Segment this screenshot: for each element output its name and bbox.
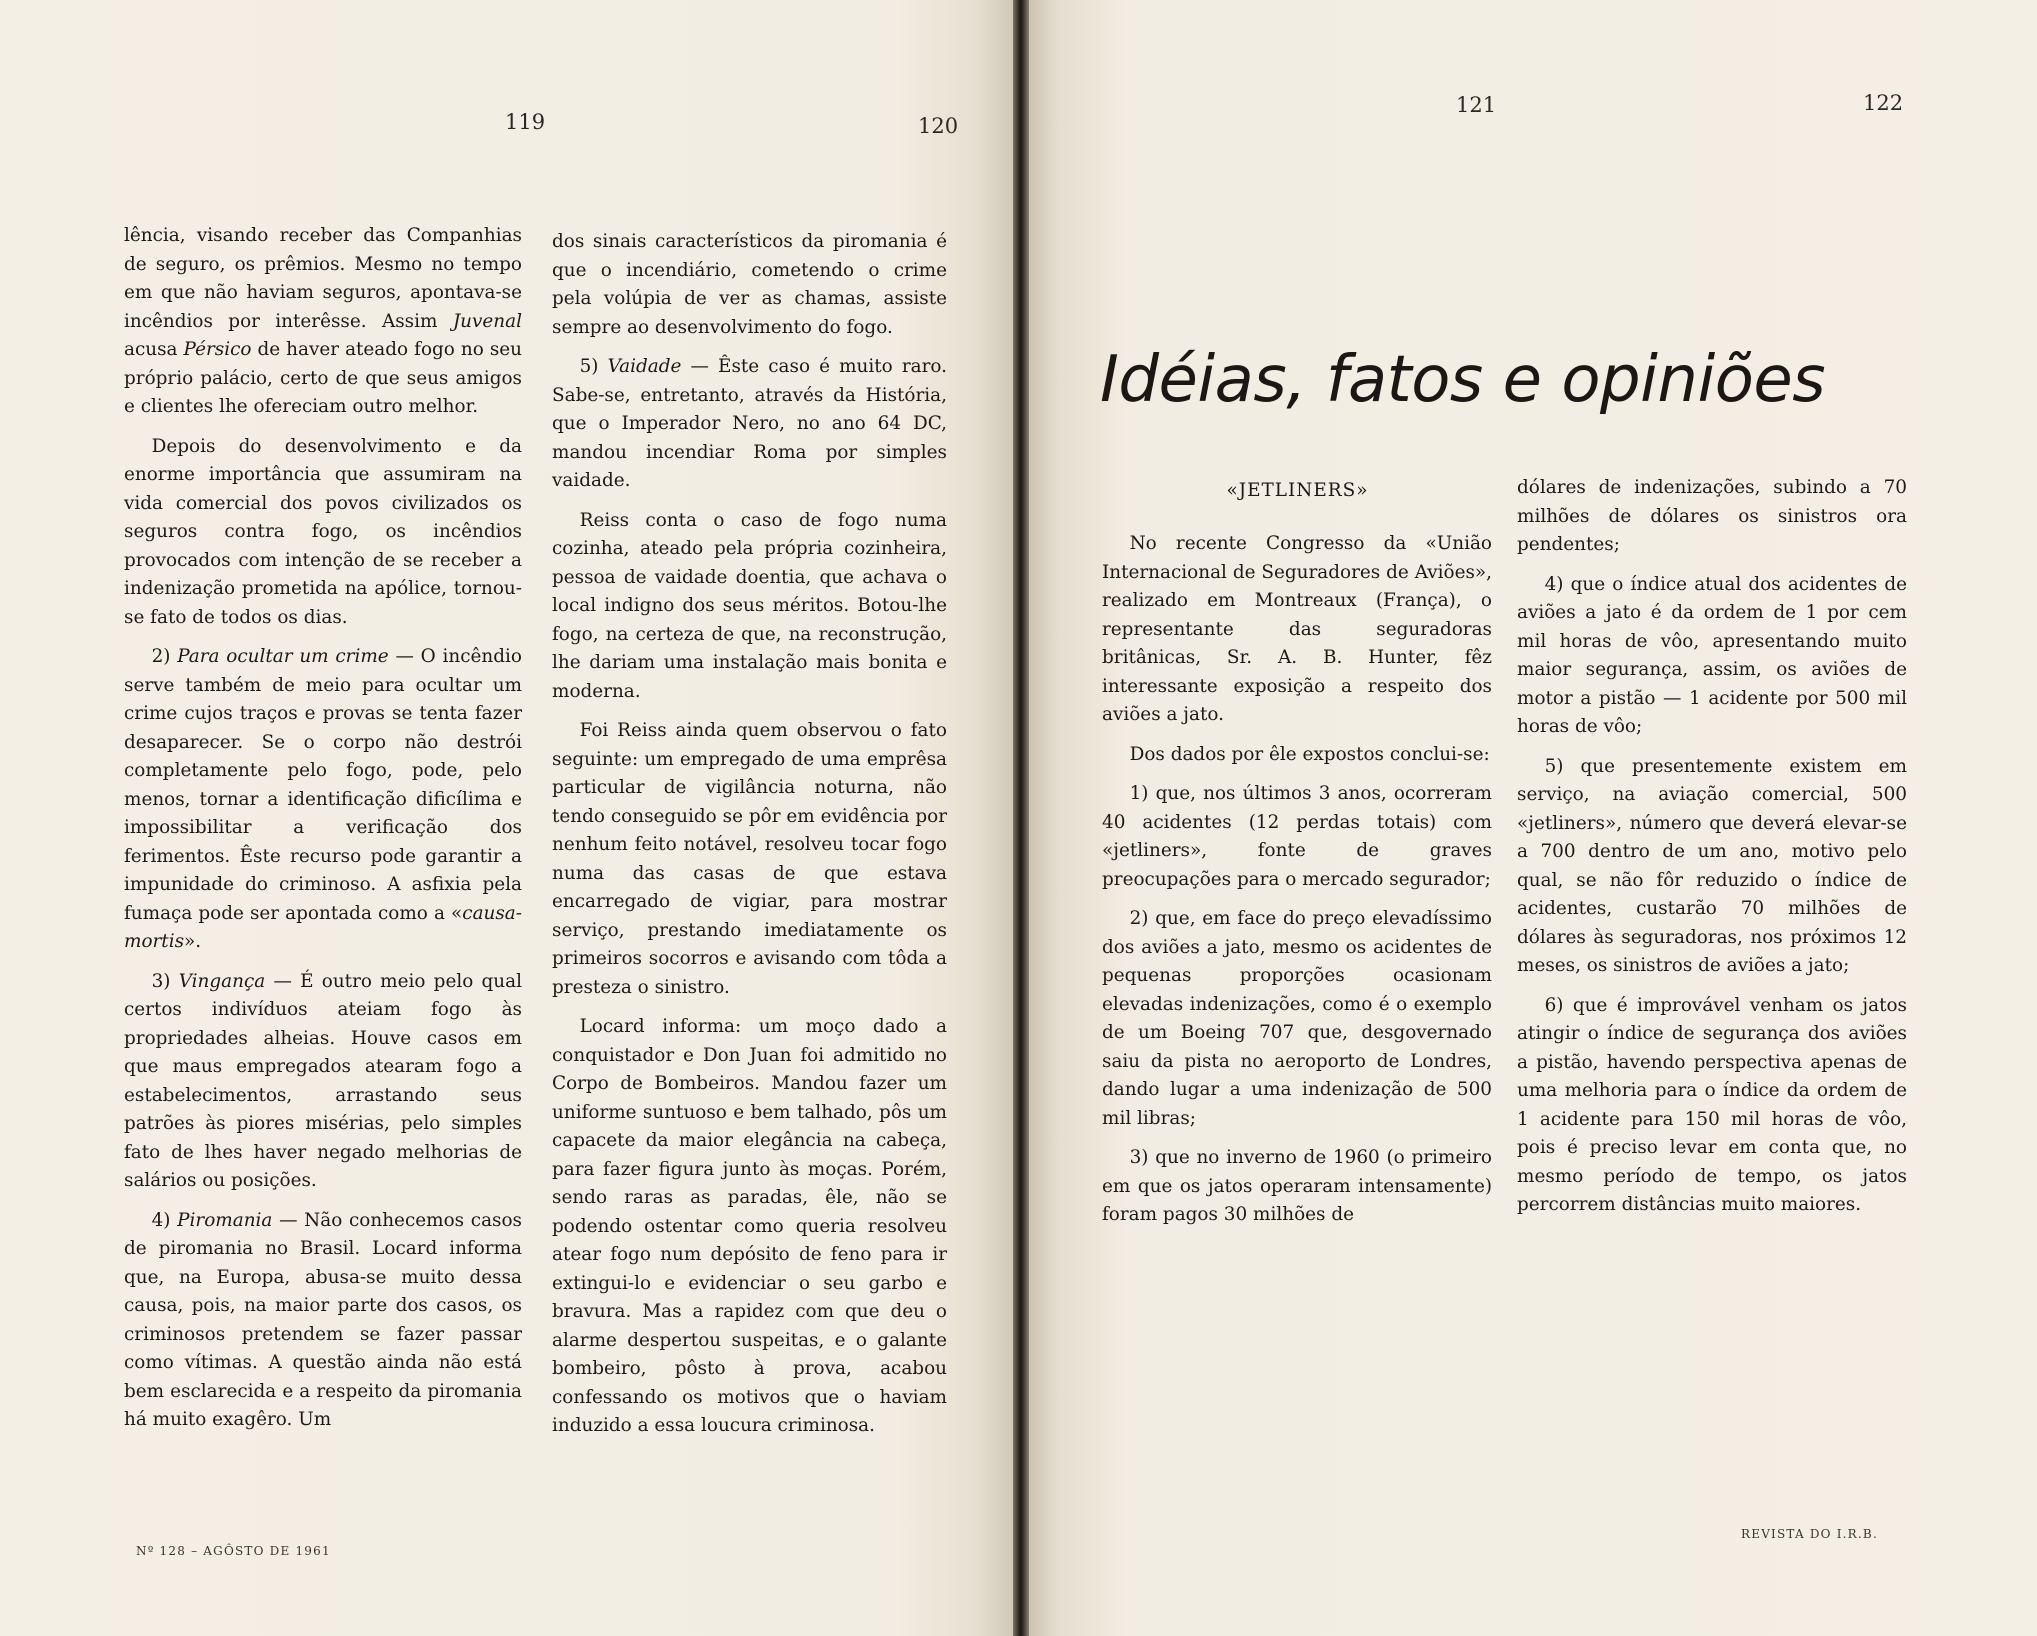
- text-segment: ».: [184, 931, 202, 952]
- page-number-120: 120: [918, 114, 959, 138]
- italic-term: Piromania: [177, 1209, 273, 1231]
- paragraph: Dos dados por êle expostos conclui-se:: [1129, 743, 1490, 765]
- page-number-119: 119: [505, 110, 546, 134]
- paragraph: 5) que presentemente existem em serviço, na aviação comercial, 500 «jetliners», número que deverá elevar-se a 700 dentro de um ano, motivo pelo qual, se não fôr reduzido o índice de acidentes, custarão 70 milhões de dólares às seguradoras, nos próximos 12 meses, os sinistros de aviões a jato;: [1517, 755, 1907, 976]
- text-column-4: [1517, 474, 1907, 1231]
- book-gutter: [1013, 0, 1029, 1636]
- italic-term: Vingança: [178, 970, 266, 992]
- text-segment: — O incêndio serve também de meio para ocultar um crime cujos traços e provas se tenta fazer desaparecer. Se o corpo não destrói completamente pelo fogo, pode, pelo menos, tornar a identificação dificílima e impossibilitar a verificação dos ferimentos. Êste recurso pode garantir a impunidade do criminoso. A asfixia pela fumaça pode ser apontada como a «: [124, 646, 522, 924]
- paragraph: Depois do desenvolvimento e da enorme importância que assumiram na vida comercial dos povos civilizados os seguros contra fogo, os incêndios provocados com intenção de se receber a indenização prometida na apólice, tornou-se fato de todos os dias.: [124, 435, 522, 628]
- text-segment: — É outro meio pelo qual certos indivíduos ateiam fogo às propriedades alheias. Houve casos em que maus empregados atearam fogo a estabelecimentos, arrastando seus patrões às piores misérias, pelo simples fato de lhes haver negado melhorias de salários ou posições.: [124, 970, 522, 1191]
- text-segment: — Êste caso é muito raro. Sabe-se, entretanto, através da História, que o Imperador Nero, no ano 64 DC, mandou incendiar Roma por simples vaidade.: [552, 356, 947, 491]
- italic-term: Pérsico: [183, 339, 252, 360]
- paragraph: [124, 643, 522, 957]
- paragraph: 1) que, nos últimos 3 anos, ocorreram 40 acidentes (12 perdas totais) com «jetliners», fonte de graves preocupações para o mercado segurador;: [1102, 783, 1492, 890]
- paragraph: Reiss conta o caso de fogo numa cozinha, ateado pela própria cozinheira, pessoa de vaidade doentia, que achava o local indigno dos seus méritos. Botou-lhe fogo, na certeza de que, na reconstrução, lhe dariam uma instalação mais bonita e moderna.: [552, 509, 947, 702]
- section-title: Idéias, fatos e opiniões: [1100, 343, 1826, 417]
- paragraph: No recente Congresso da «União Internacional de Seguradores de Aviões», realizado em Montreaux (França), o representante das seguradoras britânicas, Sr. A. B. Hunter, fêz interessante exposição a respeito dos aviões a jato.: [1102, 533, 1492, 725]
- paragraph: dos sinais característicos da piromania é que o incendiário, cometendo o crime pela volúpia de ver as chamas, assiste sempre ao desenvolvimento do fogo.: [552, 231, 947, 338]
- italic-term: causa-mortis: [124, 902, 522, 952]
- paragraph: [552, 353, 947, 496]
- paragraph: Locard informa: um moço dado a conquistador e Don Juan foi admitido no Corpo de Bombeiros. Mandou fazer um uniforme suntuoso e bem talhado, pôs um capacete da maior elegância na cabeça, para fazer figura junto às moças. Porém, sendo raras as paradas, êle, não se podendo ostentar como queria resolveu atear fogo num depósito de feno para ir extingui-lo e evidenciar o seu garbo e bravura. Mas a rapidez com que deu o alarme despertou suspeitas, e o galante bombeiro, pôsto à prova, acabou confessando os motivos que o haviam induzido a essa loucura criminosa.: [552, 1016, 947, 1436]
- article-title: «JETLINERS»: [1226, 480, 1369, 501]
- text-segment: 4): [151, 1209, 178, 1231]
- text-segment: lência, visando receber das Companhias de seguro, os prêmios. Mesmo no tempo em que não haviam seguros, apontava-se incêndios por interêsse. Assim: [124, 225, 522, 332]
- italic-term: Para ocultar um crime: [177, 646, 389, 667]
- paragraph: dólares de indenizações, subindo a 70 milhões de dólares os sinistros ora pendentes;: [1517, 477, 1907, 555]
- footer-journal: REVISTA DO I.R.B.: [1741, 1527, 1878, 1541]
- paragraph: 4) que o índice atual dos acidentes de aviões a jato é da ordem de 1 por cem mil horas de vôo, apresentando muito maior segurança, assim, os aviões de motor a pistão — 1 acidente por 500 mil horas de vôo;: [1517, 573, 1907, 737]
- text-segment: 2): [151, 646, 178, 667]
- italic-term: Vaidade: [607, 356, 682, 377]
- page-number-121: 121: [1456, 93, 1497, 117]
- paragraph: [124, 968, 522, 1196]
- text-segment: 5): [579, 356, 608, 377]
- footer-issue: Nº 128 – AGÔSTO DE 1961: [136, 1544, 331, 1558]
- paragraph: 6) que é improvável venham os jatos atingir o índice de segurança dos aviões a pistão, havendo perspectiva apenas de uma melhoria para o índice da ordem de 1 acidente para 150 mil horas de vôo, pois é preciso levar em conta que, no mesmo período de tempo, os jatos percorrem distâncias muito maiores.: [1517, 994, 1907, 1215]
- text-column-2: [552, 228, 947, 1452]
- paragraph: 2) que, em face do preço elevadíssimo dos aviões a jato, mesmo os acidentes de pequenas proporções ocasionam elevadas indenizações, como é o exemplo de um Boeing 707 que, desgovernado saiu da pista no aeroporto de Londres, dando lugar a uma indenização de 500 mil libras;: [1102, 908, 1492, 1129]
- italic-term: Juvenal: [452, 310, 522, 332]
- paragraph: [124, 1207, 522, 1435]
- paragraph: [124, 222, 522, 422]
- text-segment: acusa: [124, 339, 184, 360]
- text-column-1: [124, 222, 522, 1446]
- paragraph: Foi Reiss ainda quem observou o fato seguinte: um empregado de uma emprêsa particular de vigilância noturna, não tendo conseguido se pôr em evidência por nenhum feito notável, resolveu tocar fogo numa das casas de que estava encarregado de vigiar, para mostrar serviço, prestando imediatamente os primeiros socorros e avisando com tôda a presteza o sinistro.: [552, 720, 947, 998]
- page-number-122: 122: [1863, 91, 1904, 115]
- text-segment: de haver ateado fogo no seu próprio palácio, certo de que seus amigos e clientes lhe ofereciam outro melhor.: [124, 339, 522, 417]
- text-segment: 3): [151, 970, 179, 992]
- text-column-3: [1102, 530, 1492, 1241]
- paragraph: 3) que no inverno de 1960 (o primeiro em que os jatos operaram intensamente) foram pagos 30 milhões de: [1102, 1147, 1492, 1225]
- text-segment: — Não conhecemos casos de piromania no Brasil. Locard informa que, na Europa, abusa-se muito dessa causa, pois, na maior parte dos casos, os criminosos pretendem se fazer passar como vítimas. A questão ainda não está bem esclarecida e a respeito da piromania há muito exagêro. Um: [124, 1209, 522, 1430]
